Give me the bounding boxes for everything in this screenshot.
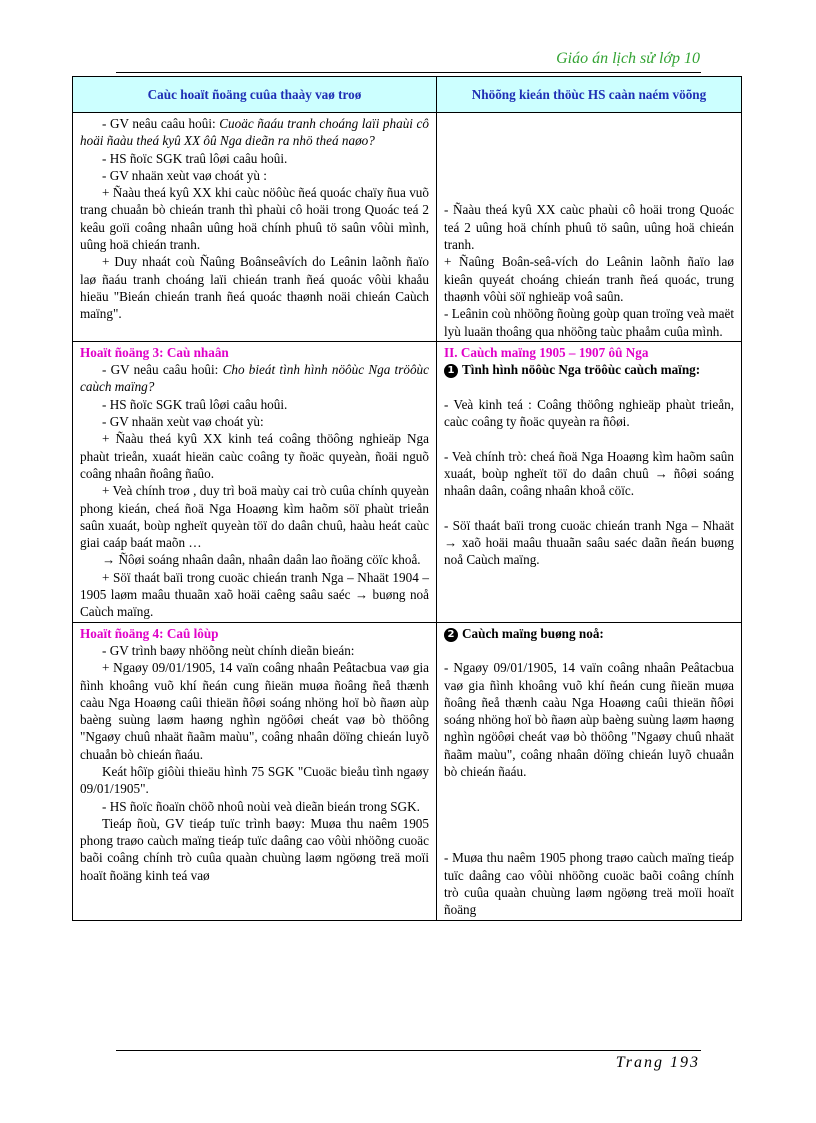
section-title: II. Caùch maïng 1905 – 1907 ôû Nga [444, 344, 649, 360]
text-line: + Ngaøy 09/01/1905, 14 vaïn coâng nhaân Peâtacbua vaø gia ñình khoâng vuõ khí ñeán cung ñieän muøa ñoâng ñeå thænh caàu Nga Hoaøng caûi thieän ñôøi soáng nhöng hoï bò ñaøn aùp baèng suùng laøm haøng nghìn ngöôøi cheát vaø bò thöông "Ngaøy chuû nhaät ñaãm maùu", coâng nhaân döïng chieán luyõ chuaån bò chieán ñaáu. [80, 660, 429, 762]
page-number: Trang 193 [615, 1054, 700, 1071]
text-line: + Veà chính troø , duy trì boä maùy cai trò cuûa chính quyeàn phong kieán, cheá ñoä Nga Hoaøng kìm haõm söï phaùt trieån saûn xuaát, boùp ngheït quyeàn töï do daân chuû, haàu heát caùc giai caáp baát maõn … [80, 483, 429, 551]
text-line: Tieáp ñoù, GV tieáp tuïc trình baøy: Muøa thu naêm 1905 phong traøo caùch maïng tieáp tuïc daâng cao vôùi nhöõng cuoäc baõi coâng chính trò cuûa quaàn chuùng laøm ngöøng treä moïi hoaït ñoäng kinh teá vaø [80, 815, 429, 883]
text-line: - GV nhaän xeùt vaø choát yù : [102, 167, 267, 183]
text-line: + Duy nhaát coù Ñaûng Boânseâvích do Leânin laõnh ñaïo laø ñaáu tranh choáng laïi chieán tranh ñeá quoác vôùi khaåu hieäu "Bieán chieán tranh ñeá quoác thaønh noäi chieán Caùch maïng". [80, 254, 429, 322]
row1-left-cell [73, 113, 437, 342]
activity-title: Hoaït ñoäng 4: Caû lôùp [80, 625, 219, 641]
question-prefix: - GV neâu caâu hoûi: [102, 362, 223, 378]
col2-header: Nhöõng kieán thöùc HS caàn naém vöõng [437, 77, 742, 113]
subsection-text: Tình hình nöôùc Nga tröôùc caùch maïng: [462, 362, 701, 378]
row1-right-cell [437, 113, 742, 342]
row2-right-cell [437, 341, 742, 622]
table-header-row [73, 77, 742, 113]
table-row [73, 622, 742, 920]
row2-left-cell [73, 341, 437, 622]
text-line: + Söï thaát baïi trong cuoäc chieán tranh Nga – Nhaät 1904 – 1905 laøm maâu thuaãn xaõ hoäi caêng saâu saéc → buøng noå Caùch maïng. [80, 569, 429, 620]
number-badge-icon: 2 [444, 628, 458, 642]
row3-right-cell [437, 622, 742, 920]
text-line: - Muøa thu naêm 1905 phong traøo caùch maïng tieáp tuïc daâng cao vôùi nhöõng cuoäc baõi coâng chính trò cuûa quaàn chuùng laøm ngöøng treä moïi hoaït ñoäng [444, 850, 734, 918]
footer-rule [116, 1050, 701, 1051]
text-line: + Ñaàu theá kyû XX khi caùc nöôùc ñeá quoác chaïy ñua vuõ trang chuaån bò chieán tranh thì phaùi cô hoäi trong Quoác teá 2 keâu goïi coâng nhaân uûng hoä chính phuû tö saûn vôùi mình, uûng hoä chieán tranh. [80, 185, 429, 253]
text-line: - HS ñoïc SGK traû lôøi caâu hoûi. [102, 150, 288, 166]
subsection-heading [444, 625, 734, 642]
question-line [80, 361, 429, 396]
text-line: - Söï thaát baïi trong cuoäc chieán tranh Nga – Nhaät → xaõ hoäi maâu thuaãn saâu saéc daãn ñeán buøng noå Caùch maïng. [444, 517, 734, 568]
number-badge-icon: 1 [444, 364, 458, 378]
question-prefix: - GV neâu caâu hoûi: [102, 116, 220, 131]
question-text: Cho bieát tình hình nöôùc Nga tröôùc caùch maïng? [80, 362, 429, 395]
text-line: + Ñaûng Boân-seâ-vích do Leânin laõnh ñaïo laø kieân quyeát choáng chieán tranh ñeá quoác, trung thaønh vôùi söï nghieäp voâ saûn. [444, 254, 734, 304]
question-text: Cuoäc ñaáu tranh choáng laïi phaùi cô hoäi ñaàu theá kyû XX ôû Nga dieãn ra nhö theá naøo? [80, 116, 429, 149]
text-line: - HS ñoïc ñoaïn chöõ nhoû noùi veà dieãn bieán trong SGK. [102, 798, 420, 814]
subsection-text: Caùch maïng buøng noå: [462, 625, 604, 641]
question-line [80, 115, 429, 150]
row3-left-cell [73, 622, 437, 920]
text-line: - GV nhaän xeùt vaø choát yù: [102, 414, 264, 430]
text-line: → Ñôøi soáng nhaân daân, nhaân daân lao ñoäng cöïc khoå. [102, 552, 421, 568]
col1-header: Caùc hoaït ñoäng cuûa thaày vaø troø [73, 77, 437, 113]
text-line: Keát hôïp giôùi thieäu hình 75 SGK "Cuoäc bieåu tình ngaøy 09/01/1905". [80, 763, 429, 797]
text-line: - Ñaàu theá kyû XX caùc phaùi cô hoäi trong Quoác teá 2 uûng hoä chính phuû tö saûn, uûng hoä chieán tranh. [444, 202, 734, 253]
header-rule [116, 72, 701, 73]
text-line: - Veà chính trò: cheá ñoä Nga Hoaøng kìm haõm saûn xuaát, boùp ngheït töï do daân chuû → ñôøi soáng nhaân daân, coâng nhaân khoå cöïc. [444, 448, 734, 499]
text-line: - Ngaøy 09/01/1905, 14 vaïn coâng nhaân Peâtacbua vaø gia ñình khoâng vuõ khí ñeán cung ñieän muøa ñoâng ñeå thænh caàu Nga Hoaøng caûi thieän ñôøi soáng nhöng hoï bò ñaøn aùp baèng suùng laøm haøng nghìn ngöôøi cheát vaø bò thöông "Ngaøy chuû nhaät ñaãm maùu", coâng nhaân döïng chieán luyõ chuaån bò chieán ñaáu. [444, 660, 734, 779]
lesson-table [72, 76, 742, 921]
text-line: - GV trình baøy nhöõng neùt chính dieãn bieán: [102, 642, 355, 658]
subsection-heading [444, 361, 734, 378]
table-row [73, 341, 742, 622]
text-line: - HS ñoïc SGK traû lôøi caâu hoûi. [102, 396, 288, 412]
text-line: - Leânin coù nhöõng ñoùng goùp quan troïng veà maët lyù luaän thoâng qua nhöõng taùc phaåm cuûa mình. [444, 306, 734, 339]
text-line: + Ñaàu theá kyû XX kinh teá coâng thöông nghieäp Nga phaùt trieån, xuaát hieän caùc coâng ty ñoäc quyeàn, ñoäi nguõ coâng nhaân ñoâng ñaûo. [80, 431, 429, 481]
header-title: Giáo án lịch sử lớp 10 [556, 50, 700, 67]
text-line: - Veà kinh teá : Coâng thöông nghieäp phaùt trieån, caùc coâng ty ñoäc quyeàn ra ñôøi. [444, 396, 734, 430]
table-row [73, 113, 742, 342]
activity-title: Hoaït ñoäng 3: Caù nhaân [80, 344, 229, 360]
